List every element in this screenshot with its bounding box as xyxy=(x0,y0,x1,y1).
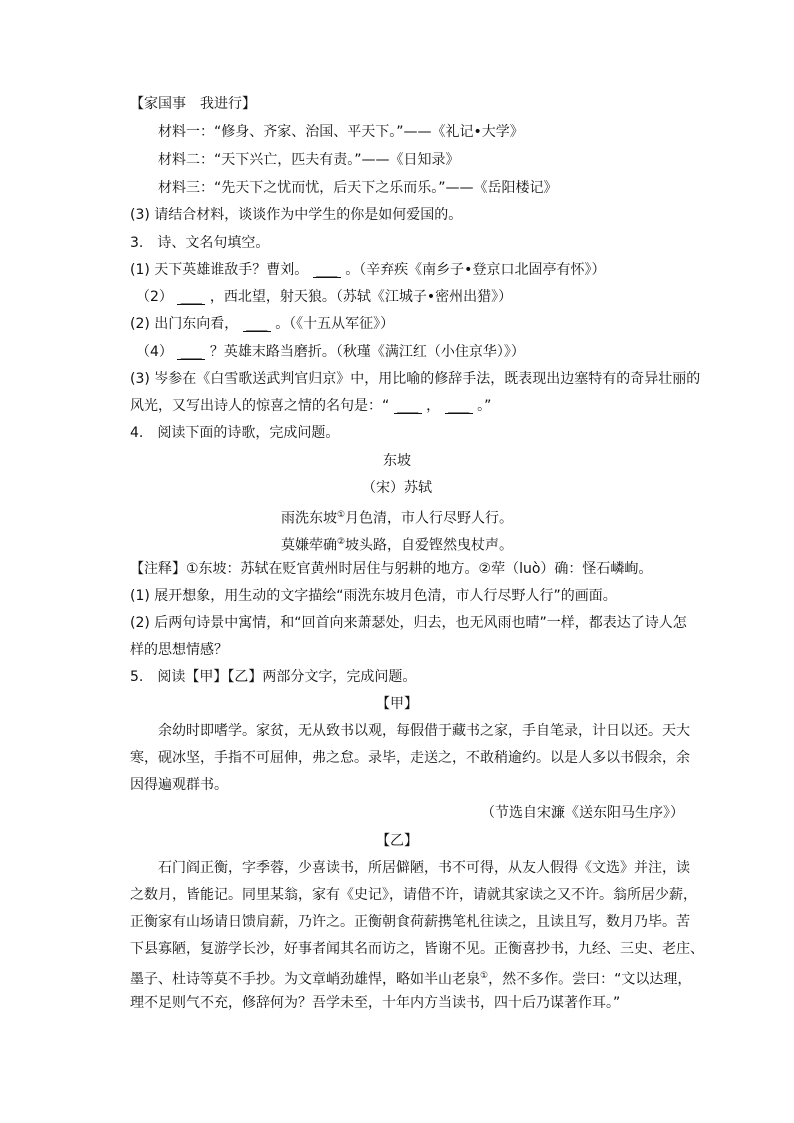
fill-item-2-number: （2） xyxy=(136,289,173,305)
yi-line-6: 理不足则气不充，修辞何为？吾学未至，十年内方当读书，四十后乃谋著作耳。” xyxy=(130,995,621,1011)
jia-line-2: 寒，砚冰坚，手指不可屈伸，弗之怠。录毕，走送之，不敢稍逾约。以是人多以书假余，余 xyxy=(130,750,690,766)
yi-line-2: 之数月，皆能记。同里某翁，家有《史记》，请借不许，请就其家读之又不许。翁所居少薪， xyxy=(130,887,697,903)
jia-source: （节选自宋濂《送东阳马生序》） xyxy=(481,805,684,821)
poem-line-1 xyxy=(0,506,794,528)
poem-title: 东坡 xyxy=(383,453,411,469)
poem-question-2-line2: 样的思想情感？ xyxy=(130,642,228,658)
yi-line-1: 石门阎正衡，字季蓉，少喜读书，所居僻陋，书不可得，从友人假得《文选》并注，读 xyxy=(158,860,690,876)
jia-heading: 【甲】 xyxy=(376,696,418,712)
fill-item-5-comma: ， xyxy=(426,398,441,414)
jia-line-3: 因得遍观群书。 xyxy=(130,777,228,793)
fill-blank[interactable]: ___ xyxy=(177,345,205,360)
fill-item-5-text: 风光，又写出诗人的惊喜之情的名句是：“ xyxy=(130,398,390,414)
yi-line-5 xyxy=(130,967,691,989)
fill-item-3-text: (2) 出门东向看， xyxy=(130,316,239,332)
poem-line-2-b: 坡头路，自爱铿然曳杖声。 xyxy=(345,537,514,554)
question-reading-title: 5. 阅读【甲】【乙】两部分文字，完成问题。 xyxy=(130,669,417,685)
question-poem-title: 4. 阅读下面的诗歌，完成问题。 xyxy=(130,425,340,441)
material-1: 材料一：“修身、齐家、治国、平天下。”——《礼记•大学》 xyxy=(158,124,524,140)
material-2: 材料二：“天下兴亡，匹夫有责。”——《日知录》 xyxy=(158,152,460,168)
question-patriotism: (3) 请结合材料，谈谈作为中学生的你是如何爱国的。 xyxy=(130,207,463,223)
fill-item-3 xyxy=(130,315,394,333)
fill-blank[interactable]: ___ xyxy=(177,290,205,305)
fill-item-4 xyxy=(136,343,525,361)
poem-annotation: 【注释】①东坡：苏轼在贬官黄州时居住与躬耕的地方。②荦（luò）确：怪石嶙峋。 xyxy=(130,561,653,577)
yi-line-3: 正衡家有山场请日馈肩薪，乃许之。正衡朝食荷薪携笔札往读之，且读且写，数月乃毕。苦 xyxy=(130,914,690,930)
section-heading: 【家国事 我进行】 xyxy=(130,96,256,112)
fill-item-5-line2 xyxy=(130,397,491,415)
yi-line-4: 下县寡陋，复游学长沙，好事者闻其名而访之，皆谢不见。正衡喜抄书，九经、三史、老庄、 xyxy=(130,941,704,957)
poem-author: （宋）苏轼 xyxy=(362,480,432,496)
footnote-marker: ① xyxy=(336,510,346,520)
material-3: 材料三：“先天下之忧而忧，后天下之乐而乐。”——《岳阳楼记》 xyxy=(158,180,558,196)
fill-blank[interactable]: ___ xyxy=(394,399,422,414)
fill-item-3-source: 。（《十五从军征》） xyxy=(275,316,395,332)
poem-question-2-line1: (2) 后两句诗景中寓情，和“回首向来萧瑟处，归去，也无风雨也晴”一样，都表达了诗人怎 xyxy=(130,615,687,631)
yi-heading: 【乙】 xyxy=(376,833,418,849)
footnote-marker: ② xyxy=(336,537,346,547)
jia-line-1: 余幼时即嗜学。家贫，无从致书以观，每假借于藏书之家，手自笔录，计日以还。天大 xyxy=(158,723,690,739)
fill-blank[interactable]: ___ xyxy=(313,263,341,278)
fill-item-4-number: （4） xyxy=(136,344,173,360)
yi-line-5-a: 墨子、杜诗等莫不手抄。为文章峭劲雄悍，略如半山老泉 xyxy=(130,971,480,988)
fill-item-4-text: ？英雄末路当磨折。（秋瑾《满江红（小住京华）》） xyxy=(209,344,525,360)
poem-line-2 xyxy=(0,533,794,555)
fill-item-5-line1: (3) 岑参在《白雪歌送武判官归京》中，用比喻的修辞手法，既表现出边塞特有的奇异壮丽的 xyxy=(130,371,701,387)
poem-line-1-a: 雨洗东坡 xyxy=(280,510,337,527)
fill-item-2-text: ，西北望，射天狼。（苏轼《江城子•密州出猎》） xyxy=(209,289,513,305)
fill-blank[interactable]: ___ xyxy=(243,317,271,332)
yi-line-5-b: ，然不多作。尝曰：“文以达理， xyxy=(488,971,692,988)
poem-line-2-a: 莫嫌荦确 xyxy=(280,537,337,554)
fill-item-2 xyxy=(136,288,512,306)
question-fill-title: 3. 诗、文名句填空。 xyxy=(130,235,270,251)
fill-item-1 xyxy=(130,261,605,279)
fill-blank[interactable]: ___ xyxy=(445,399,473,414)
poem-question-1: (1) 展开想象，用生动的文字描绘“雨洗东坡月色清，市人行尽野人行”的画面。 xyxy=(130,588,617,604)
fill-item-1-source: 。（辛弃疾《南乡子•登京口北固亭有怀》） xyxy=(345,262,606,278)
poem-line-1-b: 月色清，市人行尽野人行。 xyxy=(345,510,514,527)
fill-item-5-end: 。” xyxy=(477,398,492,414)
footnote-marker: ① xyxy=(480,971,489,981)
fill-item-1-text: (1) 天下英雄谁敌手？曹刘。 xyxy=(130,262,309,278)
